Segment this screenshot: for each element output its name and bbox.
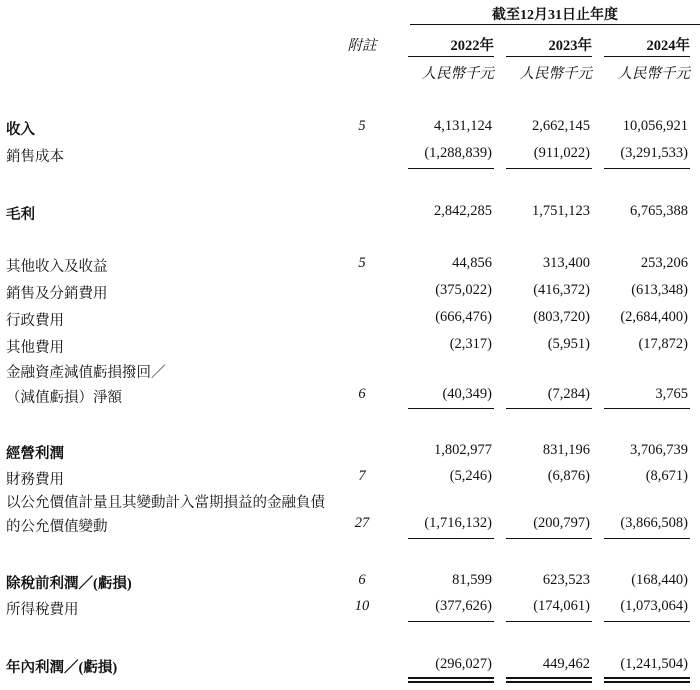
row-label: 金融資產減值虧損撥回／ <box>6 365 166 381</box>
row-label: 行政費用 <box>6 313 64 329</box>
row-label: 所得稅費用 <box>6 602 79 618</box>
year-rule <box>604 56 690 57</box>
row-value: 2,842,285 <box>434 203 492 219</box>
row-label-continued: 的公允價值變動 <box>6 519 108 535</box>
row-note: 27 <box>354 515 370 531</box>
row-note: 7 <box>358 468 366 484</box>
year-2023-heading: 2023年 <box>548 38 592 54</box>
row-value: 1,751,123 <box>532 203 590 219</box>
row-value: 81,599 <box>452 572 492 588</box>
row-value: (5,246) <box>449 468 492 484</box>
row-value: (3,291,533) <box>620 145 688 161</box>
row-value: (377,626) <box>435 598 492 614</box>
row-note: 5 <box>358 255 366 271</box>
unit-label: 人民幣千元 <box>421 66 494 82</box>
row-value: (2,317) <box>449 336 492 352</box>
row-value: (174,061) <box>533 598 590 614</box>
row-value: 1,802,977 <box>434 442 492 458</box>
row-value: (40,349) <box>442 386 492 402</box>
row-value: 3,765 <box>655 386 688 402</box>
row-value: (168,440) <box>631 572 688 588</box>
row-value: (5,951) <box>547 336 590 352</box>
row-label: 其他收入及收益 <box>6 259 108 275</box>
subtotal-rule <box>408 408 494 409</box>
row-value: (8,671) <box>645 468 688 484</box>
period-rule <box>410 24 700 25</box>
row-label: 財務費用 <box>6 472 64 488</box>
subtotal-rule <box>604 621 690 622</box>
subtotal-rule <box>604 168 690 169</box>
row-value: 623,523 <box>542 572 590 588</box>
row-value: 2,662,145 <box>532 118 590 134</box>
subtotal-rule <box>506 168 592 169</box>
row-note: 6 <box>358 386 366 402</box>
row-label: 銷售及分銷費用 <box>6 286 108 302</box>
period-heading: 截至12月31日止年度 <box>492 8 618 23</box>
row-value: 44,856 <box>452 255 492 271</box>
row-value: 449,462 <box>542 656 590 672</box>
row-label: 經營利潤 <box>6 446 64 462</box>
row-value: (1,288,839) <box>424 145 492 161</box>
subtotal-rule <box>506 538 592 539</box>
row-value: 4,131,124 <box>434 118 492 134</box>
row-value: (911,022) <box>533 145 590 161</box>
subtotal-rule <box>506 621 592 622</box>
row-value: 6,765,388 <box>630 203 688 219</box>
row-value: 3,706,739 <box>630 442 688 458</box>
subtotal-rule <box>604 538 690 539</box>
subtotal-rule <box>604 408 690 409</box>
row-value: (803,720) <box>533 309 590 325</box>
row-value: 313,400 <box>542 255 590 271</box>
row-label: 毛利 <box>6 207 35 223</box>
row-value: (200,797) <box>533 515 590 531</box>
row-label: 除稅前利潤／(虧損) <box>6 576 132 592</box>
row-value: (2,684,400) <box>620 309 688 325</box>
row-value: (666,476) <box>435 309 492 325</box>
row-value: 831,196 <box>542 442 590 458</box>
unit-label: 人民幣千元 <box>519 66 592 82</box>
row-label: 其他費用 <box>6 340 64 356</box>
total-double-rule <box>506 677 592 683</box>
year-rule <box>506 56 592 57</box>
subtotal-rule <box>506 408 592 409</box>
row-note: 5 <box>358 118 366 134</box>
row-value: (296,027) <box>435 656 492 672</box>
subtotal-rule <box>408 621 494 622</box>
row-value: (6,876) <box>547 468 590 484</box>
subtotal-rule <box>408 538 494 539</box>
row-label: 銷售成本 <box>6 149 64 165</box>
row-value: (416,372) <box>533 282 590 298</box>
year-2022-heading: 2022年 <box>450 38 494 54</box>
year-2024-heading: 2024年 <box>646 38 690 54</box>
row-label: 收入 <box>6 122 35 138</box>
note-column-heading: 附註 <box>347 38 377 54</box>
row-value: (613,348) <box>631 282 688 298</box>
row-value: (1,241,504) <box>620 656 688 672</box>
row-value: (375,022) <box>435 282 492 298</box>
total-double-rule <box>604 677 690 683</box>
row-label: 以公允價值計量且其變動計入當期損益的金融負債 <box>6 495 325 511</box>
total-double-rule <box>408 677 494 683</box>
row-value: (1,716,132) <box>424 515 492 531</box>
unit-label: 人民幣千元 <box>617 66 690 82</box>
row-value: (17,872) <box>638 336 688 352</box>
row-value: 253,206 <box>640 255 688 271</box>
row-value: (1,073,064) <box>620 598 688 614</box>
row-note: 10 <box>354 598 370 614</box>
subtotal-rule <box>408 168 494 169</box>
row-note: 6 <box>358 572 366 588</box>
row-value: (7,284) <box>547 386 590 402</box>
row-value: 10,056,921 <box>622 118 688 134</box>
row-label: 年內利潤／(虧損) <box>6 660 118 676</box>
row-value: (3,866,508) <box>620 515 688 531</box>
year-rule <box>408 56 494 57</box>
row-label-continued: （減值虧損）淨額 <box>6 390 122 406</box>
